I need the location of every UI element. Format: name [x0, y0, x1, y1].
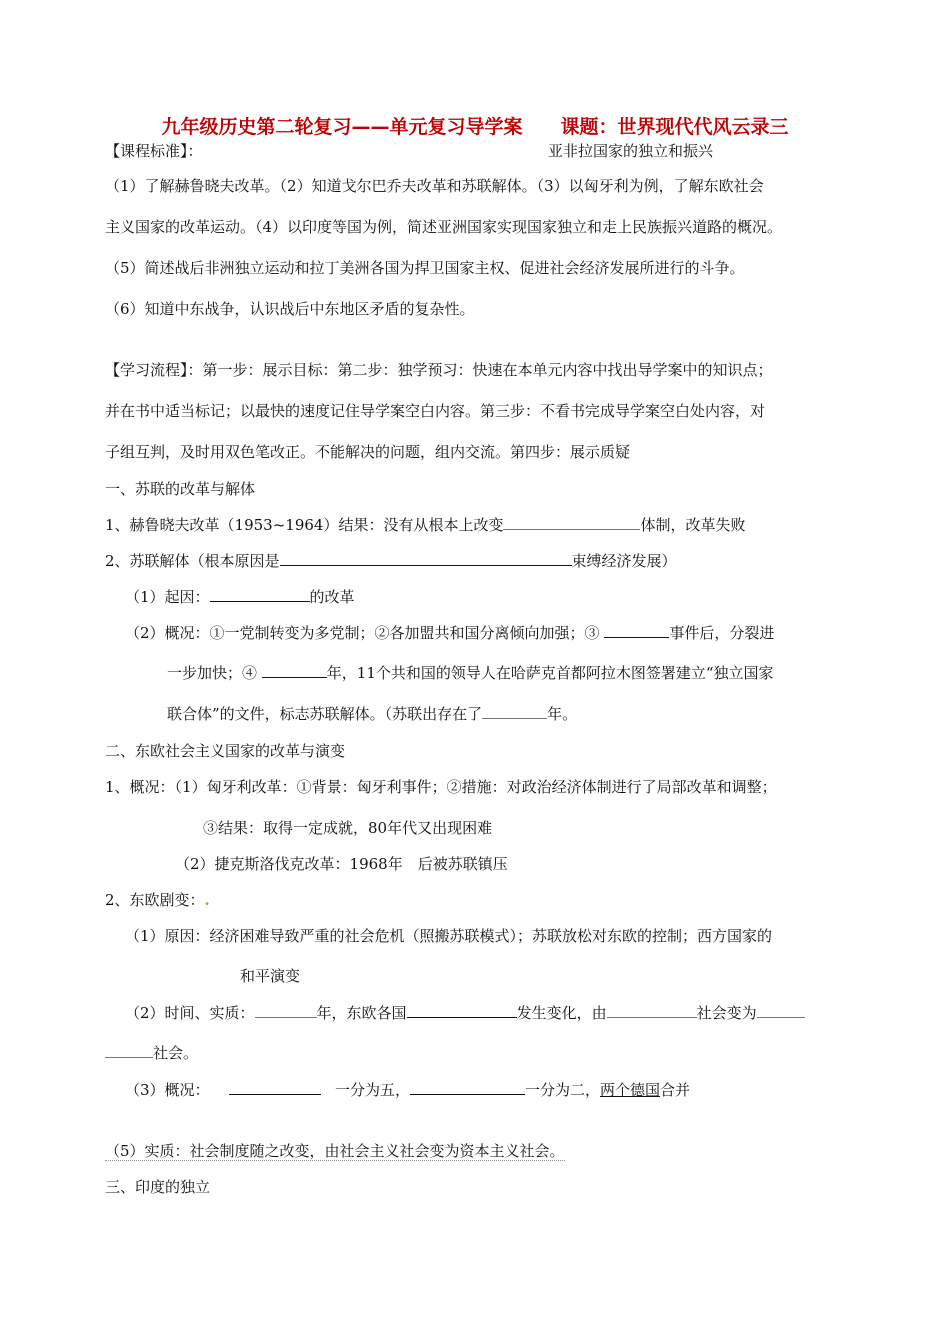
answer-blank [407, 1003, 517, 1018]
process-line-3: 子组互判，及时用双色笔改正。不能解决的问题，组内交流。第四步：展示质疑 [105, 443, 631, 461]
answer-blank [410, 1080, 525, 1095]
standard-line-1: （1）了解赫鲁晓夫改革。（2）知道戈尔巴乔夫改革和苏联解体。（3）以匈牙利为例，了解东欧社会 [105, 177, 764, 195]
page-title: 九年级历史第二轮复习——单元复习导学案 课题：世界现代代风云录三 [161, 116, 789, 138]
section-1-heading: 一、苏联的改革与解体 [105, 480, 256, 498]
section-2-heading: 二、东欧社会主义国家的改革与演变 [105, 742, 346, 760]
standard-line-3: （5）简述战后非洲独立运动和拉丁美洲各国为捍卫国家主权、促进社会经济发展所进行的斗争。 [105, 259, 745, 277]
sec2-essence: （5）实质：社会制度随之改变，由社会主义社会变为资本主义社会。 [105, 1142, 565, 1160]
answer-blank [255, 1003, 317, 1018]
answer-blank [210, 587, 310, 602]
sec2-item-1-line-1: 1、概况：（1）匈牙利改革：①背景：匈牙利事件；②措施：对政治经济体制进行了局部改革和调整； [105, 778, 777, 796]
sec1-overview-line-1: （2）概况：①一党制转变为多党制；②各加盟共和国分离倾向加强；③ 事件后，分裂进 [125, 624, 775, 642]
sec1-cause: （1）起因： 的改革 [125, 588, 355, 606]
answer-blank [604, 623, 669, 638]
sec2-time-line-2: 社会。 [105, 1043, 198, 1063]
standard-label: 【课程标准】： [105, 142, 203, 160]
answer-blank [757, 1003, 805, 1018]
sec1-overview-line-2: 一步加快；④ 年，11个共和国的领导人在哈萨克首都阿拉木图签署建立“独立国家 [167, 664, 774, 682]
sec2-item-2: 2、东欧剧变：. [105, 891, 210, 909]
sec2-item-1-line-2: ③结果：取得一定成就，80年代又出现困难 [203, 819, 493, 837]
sec2-item-1-line-3: （2）捷克斯洛伐克改革：1968年 后被苏联镇压 [175, 855, 508, 873]
standard-line-2: 主义国家的改革运动。（4）以印度等国为例，简述亚洲国家实现国家独立和走上民族振兴道路的概况。 [105, 218, 783, 236]
answer-blank [607, 1003, 697, 1018]
answer-blank [229, 1080, 321, 1095]
sec1-overview-line-3: 联合体”的文件，标志苏联解体。（苏联出存在了 年。 [167, 705, 578, 723]
sec2-reason-line-2: 和平演变 [240, 967, 301, 985]
answer-blank [503, 515, 640, 530]
process-line-1: 【学习流程】：第一步：展示目标：第二步：独学预习：快速在本单元内容中找出导学案中的知识点； [105, 361, 773, 379]
orange-dot-mark: . [204, 891, 210, 909]
lesson-subtitle: 亚非拉国家的独立和振兴 [548, 142, 714, 160]
standard-line-4: （6）知道中东战争，认识战后中东地区矛盾的复杂性。 [105, 300, 475, 318]
answer-blank [280, 551, 572, 566]
sec2-reason-line-1: （1）原因：经济困难导致严重的社会危机（照搬苏联模式）；苏联放松对东欧的控制；西方国家的 [125, 927, 773, 945]
answer-blank [262, 663, 327, 678]
answer-blank [482, 704, 547, 719]
sec2-time-line-1: （2）时间、实质： 年，东欧各国 发生变化，由 社会变为 [125, 1003, 805, 1023]
sec1-item-1: 1、赫鲁晓夫改革（1953~1964）结果：没有从根本上改变 体制，改革失败 [105, 516, 746, 534]
section-3-heading: 三、印度的独立 [105, 1178, 211, 1196]
sec1-item-2: 2、苏联解体（根本原因是 束缚经济发展） [105, 552, 677, 570]
answer-blank [105, 1043, 153, 1058]
sec2-summary: （3）概况： 一分为五， 一分为二，两个德国合并 [125, 1081, 690, 1099]
process-line-2: 并在书中适当标记；以最快的速度记住导学案空白内容。第三步：不看书完成导学案空白处内容，对 [105, 402, 766, 420]
